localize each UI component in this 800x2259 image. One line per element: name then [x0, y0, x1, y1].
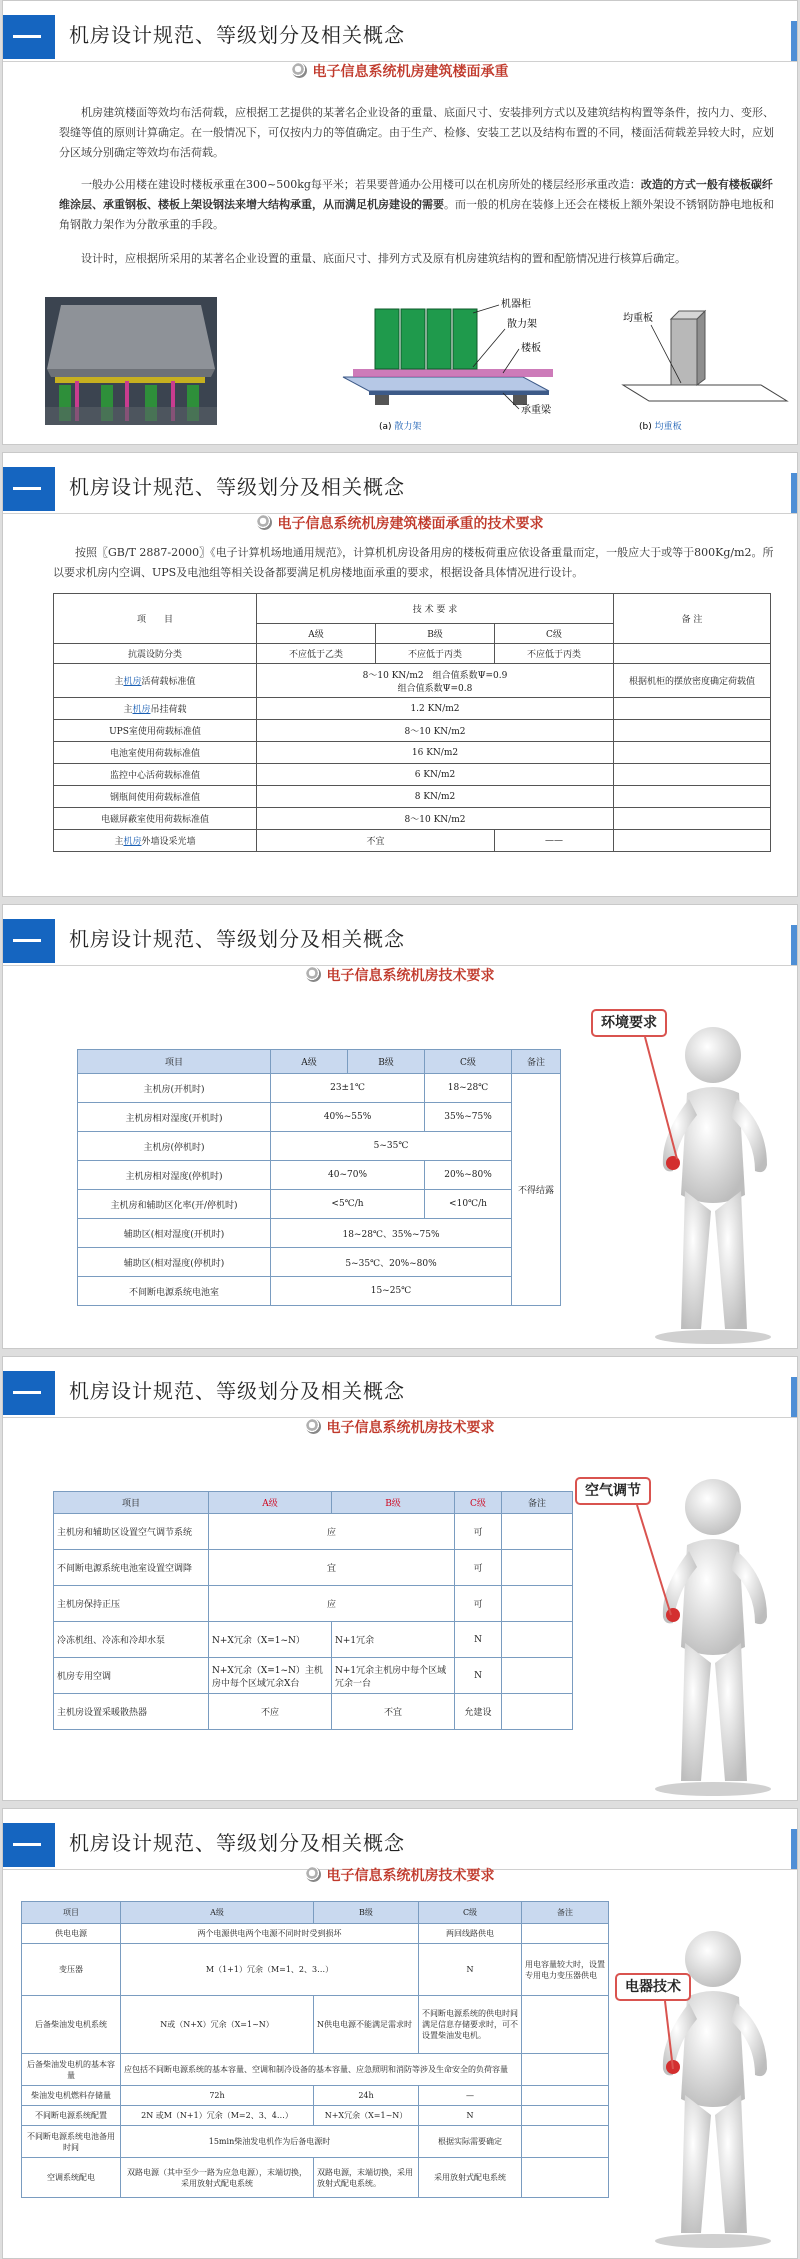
section-tab [3, 467, 55, 511]
table-row: 抗震设防分类 不应低于乙类 不应低于丙类 不应低于丙类 [54, 644, 771, 664]
callout-electrical: 电器技术 [615, 1973, 691, 2001]
disc-icon [306, 967, 321, 982]
label-cabinet: 机器柜 [501, 299, 531, 310]
standard-paragraph: 按照〖GB/T 2887-2000〗《电子计算机场地通用规范》，计算机机房设备用房的楼板荷重应依设备重量而定，一般应大于或等于800Kg/m2。所以要求机房内空调、UPS及电池组等相关设备都要满足机房楼地面承重的要求，根据设备具体情况进行设计。 [53, 546, 774, 579]
disc-icon [306, 1419, 321, 1434]
table-row: 监控中心活荷载标准值 6 KN/m2 [54, 764, 771, 786]
table-row: 主机房(停机时) 5~35℃ [78, 1132, 561, 1161]
accent-bar [791, 473, 797, 513]
table-row: 电磁屏蔽室使用荷载标准值 8～10 KN/m2 [54, 808, 771, 830]
section-tab [3, 1371, 55, 1415]
table-row: 变压器 M（1+1）冗余（M=1、2、3…） N 用电容量较大时，设置专用电力变压器供电 [22, 1944, 609, 1996]
table-row: 主机房活荷载标准值 8～10 KN/m2 组合值系数Ψ=0.9 组合值系数Ψ=0.8 根据机柜的摆放密度确定荷载值 [54, 664, 771, 698]
slide-1 [2, 0, 798, 445]
air-conditioning-table: 项目 A级 B级 C级 备注 主机房和辅助区设置空气调节系统 应 可 不间断电源系统电池室设置空调降 宜 可 主机房保持正压 应 可 冷冻机组、冷冻和冷却水泵 N+X冗余（X=1~N） N+1冗余 N 机房专用空调 N+X冗余（X=1~N）主机房中每个区域冗余X台 N+1冗余主机房中每个区域冗余一台 N 主机房设置采暖散热器 不应 不宜 允建设 [53, 1491, 573, 1730]
table-row: UPS室使用荷载标准值 8～10 KN/m2 [54, 720, 771, 742]
accent-bar [791, 925, 797, 965]
slide-4 [2, 1356, 798, 1801]
table-row: 主机房外墙设采光墙 不宜 —— [54, 830, 771, 852]
table-row: 供电电源 两个电源供电两个电源不同时时受到损坏 两回线路供电 [22, 1924, 609, 1944]
th-c: C级 [495, 624, 614, 644]
slide-title: 机房设计规范、等级划分及相关概念 [69, 1831, 405, 1855]
table-row: 主机房保持正压 应 可 [54, 1586, 573, 1622]
th-tech: 技 术 要 求 [257, 594, 614, 624]
section-tab [3, 919, 55, 963]
th-a: A级 [257, 624, 376, 644]
uniform-plate-diagram [611, 289, 791, 437]
paragraph-3: 设计时，应根据所采用的某著名企业设置的重量、底面尺寸、排列方式及原有机房建筑结构的置和配筋情况进行核算后确定。 [81, 252, 686, 265]
slide-subtitle: 电子信息系统机房技术要求 [3, 1417, 797, 1437]
disc-icon [292, 63, 307, 78]
section-tab [3, 1823, 55, 1867]
floor-load-table [53, 593, 771, 852]
th-item: 项 目 [54, 594, 257, 644]
electrical-table: 项目 A级 B级 C级 备注 供电电源 两个电源供电两个电源不同时时受到损坏 两回线路供电 变压器 M（1+1）冗余（M=1、2、3…） N 用电容量较大时，设置专用电力变压器供电 后备柴油发电机系统 N或（N+X）冗余（X=1~N） N供电电源不能满足需求时 不间断电源系统的供电时间满足信息存储要求时，可不设置柴油发电机。 后备柴油发电机的基本容量 应包括不间断电源系统的基本容量、空调和制冷设备的基本容量、应急照明和消防等涉及生命安全的负荷容量 柴油发电机燃料存储量 72h 24h — 不间断电源系统配置 2N 或M（N+1）冗余（M=2、3、4…） N+X冗余（X=1~N） N 不间断电源系统电池备用时间 15min柴油发电机作为后备电源时 根据实际需要确定 空调系统配电 双路电源（其中至少一路为应急电源），末端切换，采用放射式配电系统 双路电源，末端切换，采用放射式配电系统。 采用放射式配电系统 [21, 1901, 609, 2198]
accent-bar [791, 1377, 797, 1417]
table-row: 主机房和辅助区化率(开/停机时) <5℃/h <10℃/h [78, 1190, 561, 1219]
table-row: 主机房吊挂荷载 1.2 KN/m2 [54, 698, 771, 720]
label-floor: 楼板 [521, 343, 541, 354]
table-row: 主机房和辅助区设置空气调节系统 应 可 [54, 1514, 573, 1550]
label-plate: 均重板 [623, 313, 653, 324]
table-row: 后备柴油发电机系统 N或（N+X）冗余（X=1~N） N供电电源不能满足需求时 不间断电源系统的供电时间满足信息存储要求时，可不设置柴油发电机。 [22, 1996, 609, 2054]
slide-subtitle: 电子信息系统机房技术要求 [3, 1865, 797, 1885]
slide-5 [2, 1808, 798, 2259]
slide-3 [2, 904, 798, 1349]
slide-title: 机房设计规范、等级划分及相关概念 [69, 1379, 405, 1403]
callout-pointer [635, 1035, 695, 1165]
presenter-figure [617, 1919, 793, 2249]
paragraph-2: 一般办公用楼在建设时楼板承重在300~500kg每平米；若果要普通办公用楼可以在机房所处的楼层经形承重改造：改造的方式一般有楼板碳纤维涂层、承重钢板、楼板上架设钢法来增大结构承重，从而满足机房建设的需要。而一般的机房在装修上还会在楼板上额外架设不锈钢防静电地板和角钢散力架作为分散承重的手段。 [59, 178, 774, 231]
table-row: 辅助区(相对湿度(停机时) 5~35℃、20%~80% [78, 1248, 561, 1277]
table-row: 辅助区(相对湿度(开机时) 18~28℃、35%~75% [78, 1219, 561, 1248]
th-b: B级 [376, 624, 495, 644]
table-row: 空调系统配电 双路电源（其中至少一路为应急电源），末端切换，采用放射式配电系统 双路电源，末端切换，采用放射式配电系统。 采用放射式配电系统 [22, 2158, 609, 2198]
callout-pointer [653, 1999, 693, 2079]
table-row: 不间断电源系统配置 2N 或M（N+1）冗余（M=2、3、4…） N+X冗余（X=1~N） N [22, 2106, 609, 2126]
environment-table: 项目 A级 B级 C级 备注 主机房(开机时) 23±1℃ 18~28℃ 不得结露 主机房相对湿度(开机时) 40%~55% 35%~75% 主机房(停机时) 5~35℃ 主机房相对湿度(停机时) 40~70% 20%~80% 主机房和辅助区化率(开/停机时) <5℃/h <10℃/h 辅助区(相对湿度(开机时) 18~28℃、35%~75% 辅助区(相对湿度(停机时) 5~35℃、20%~80% 不间断电源系统电池室 15~25℃ [77, 1049, 561, 1306]
section-tab [3, 15, 55, 59]
caption-b: (b) 均重板 [639, 422, 682, 432]
callout-air-conditioning: 空气调节 [575, 1477, 651, 1505]
disc-icon [306, 1867, 321, 1882]
table-row: 主机房设置采暖散热器 不应 不宜 允建设 [54, 1694, 573, 1730]
load-frame-diagram [323, 269, 609, 437]
table-row: 钢瓶间使用荷载标准值 8 KN/m2 [54, 786, 771, 808]
disc-icon [257, 515, 272, 530]
slide-title: 机房设计规范、等级划分及相关概念 [69, 475, 405, 499]
slide-2 [2, 452, 798, 897]
table-row: 不间断电源系统电池室 15~25℃ [78, 1277, 561, 1306]
table-row: 主机房相对湿度(停机时) 40~70% 20%~80% [78, 1161, 561, 1190]
table-row: 主机房相对湿度(开机时) 40%~55% 35%~75% [78, 1103, 561, 1132]
caption-a: (a) 散力架 [379, 422, 422, 432]
callout-environment: 环境要求 [591, 1009, 667, 1037]
table-row: 冷冻机组、冷冻和冷却水泵 N+X冗余（X=1~N） N+1冗余 N [54, 1622, 573, 1658]
slide-subtitle: 电子信息系统机房建筑楼面承重的技术要求 [3, 513, 797, 533]
slide-subtitle: 电子信息系统机房技术要求 [3, 965, 797, 985]
table-row: 后备柴油发电机的基本容量 应包括不间断电源系统的基本容量、空调和制冷设备的基本容量、应急照明和消防等涉及生命安全的负荷容量 [22, 2054, 609, 2086]
th-note: 备 注 [614, 594, 771, 644]
table-row: 不间断电源系统电池室设置空调降 宜 可 [54, 1550, 573, 1586]
slide-title: 机房设计规范、等级划分及相关概念 [69, 23, 405, 47]
table-row: 电池室使用荷载标准值 16 KN/m2 [54, 742, 771, 764]
callout-pointer [621, 1503, 681, 1623]
table-row: 不间断电源系统电池备用时间 15min柴油发电机作为后备电源时 根据实际需要确定 [22, 2126, 609, 2158]
slide-subtitle: 电子信息系统机房建筑楼面承重 [3, 61, 797, 81]
table-row: 主机房(开机时) 23±1℃ 18~28℃ 不得结露 [78, 1074, 561, 1103]
label-beam: 承重梁 [521, 405, 551, 416]
table-row: 柴油发电机燃料存储量 72h 24h — [22, 2086, 609, 2106]
label-frame: 散力架 [507, 319, 537, 330]
accent-bar [791, 1829, 797, 1869]
raised-floor-image [45, 297, 217, 425]
slide-title: 机房设计规范、等级划分及相关概念 [69, 927, 405, 951]
table-row: 机房专用空调 N+X冗余（X=1~N）主机房中每个区域冗余X台 N+1冗余主机房中每个区域冗余一台 N [54, 1658, 573, 1694]
accent-bar [791, 21, 797, 61]
paragraph-1: 机房建筑楼面等效均布活荷载，应根据工艺提供的某著名企业设备的重量、底面尺寸、安装排列方式以及建筑结构构置等条件，按内力、变形、裂缝等值的原则计算确定。在一般情况下，可仅按内力的等值确定。由于生产、检修、安装工艺以及结构布置的不同，楼面活荷载差异较大时，应划分区域分别确定等效均布活荷载。 [59, 106, 774, 159]
